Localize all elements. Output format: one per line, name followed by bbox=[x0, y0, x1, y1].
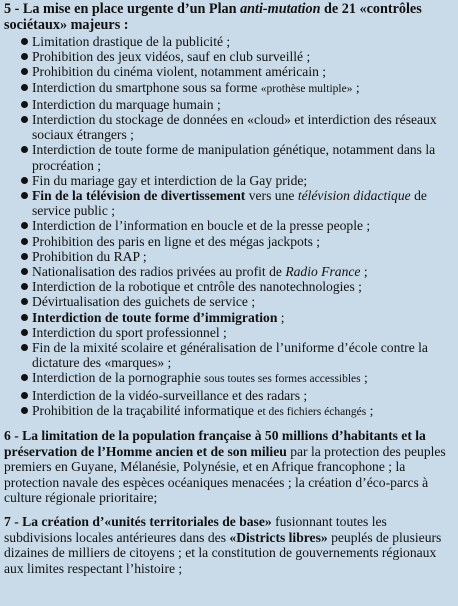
item-text: Interdiction du sport professionnel ; bbox=[32, 324, 227, 340]
item-tail: ; bbox=[352, 79, 360, 95]
list-item bbox=[4, 34, 454, 49]
bullet-icon bbox=[21, 407, 28, 414]
list-item bbox=[4, 294, 454, 309]
bullet-icon bbox=[21, 392, 28, 399]
item-tail: ; bbox=[366, 402, 374, 418]
list-item bbox=[4, 264, 454, 279]
list-item bbox=[4, 142, 454, 172]
bullet-icon bbox=[21, 177, 28, 184]
item-text: Interdiction du smartphone sous sa forme bbox=[32, 79, 261, 95]
item-text: Prohibition du RAP ; bbox=[32, 248, 147, 264]
section-6-paragraph bbox=[4, 428, 454, 506]
item-bold-text: Fin de la télévision de divertissement bbox=[32, 188, 246, 204]
item-text: Interdiction de la vidéo-surveillance et des radars ; bbox=[32, 387, 308, 403]
item-text: Limitation drastique de la publicité ; bbox=[32, 34, 231, 49]
section-5-title-start: 5 - La mise en place urgente d’un Plan bbox=[4, 1, 241, 17]
item-tail: ; bbox=[277, 309, 285, 325]
item-small-text: sous toutes ses formes accessibles bbox=[204, 373, 361, 386]
list-item bbox=[4, 80, 454, 97]
item-text: Interdiction de l’information en boucle et de la presse people ; bbox=[32, 218, 371, 234]
bullet-icon bbox=[21, 53, 28, 60]
bullet-icon bbox=[21, 298, 28, 305]
bullet-icon bbox=[21, 374, 28, 381]
section-7-paragraph bbox=[4, 514, 454, 576]
item-text: Interdiction du stockage de données en «cloud» et interdiction des réseaux sociaux étrangers ; bbox=[32, 112, 437, 143]
item-text: Interdiction de la robotique et cntrôle des nanotechnologies ; bbox=[32, 279, 362, 295]
item-text: Prohibition de la traçabilité informatique bbox=[32, 402, 258, 418]
section-7-body-b: peuplés de plusieurs dizaines de milliers de citoyens ; et la constitution de gouvernements régionaux aux limites respectant l’histoire ; bbox=[4, 529, 442, 576]
list-item bbox=[4, 173, 454, 188]
item-tail: ; bbox=[360, 370, 368, 386]
bullet-icon bbox=[21, 38, 28, 45]
list-item bbox=[4, 97, 454, 112]
list-item bbox=[4, 340, 454, 370]
section-5-title bbox=[4, 1, 454, 33]
item-tail: de service public ; bbox=[32, 188, 427, 219]
bullet-icon bbox=[21, 268, 28, 275]
bullet-icon bbox=[21, 146, 28, 153]
item-tail: ; bbox=[360, 264, 368, 280]
item-small-text: «prothèse multiple» bbox=[260, 82, 353, 95]
item-text: vers une bbox=[245, 188, 298, 204]
bullet-icon bbox=[21, 68, 28, 75]
bullet-icon bbox=[21, 283, 28, 290]
section-5-title-emphasis: anti-mutation bbox=[240, 1, 321, 17]
item-text: Interdiction de toute forme de manipulation génétique, notamment dans la procréation ; bbox=[32, 142, 436, 173]
item-text: Prohibition du cinéma violent, notamment américain ; bbox=[32, 64, 327, 80]
list-item bbox=[4, 325, 454, 340]
list-item bbox=[4, 310, 454, 325]
section-7-lead-b: «Districts libres» bbox=[229, 529, 328, 545]
item-text: Nationalisation des radios privées au profit de bbox=[32, 264, 286, 280]
item-text: Prohibition des paris en ligne et des mégas jackpots ; bbox=[32, 233, 321, 249]
list-item bbox=[4, 49, 454, 64]
list-item bbox=[4, 234, 454, 249]
list-item bbox=[4, 249, 454, 264]
section-6-lead: 6 - La limitation de la population française à 50 millions d’habitants et la préservation de l’Homme ancien et de son milieu bbox=[4, 428, 426, 459]
list-item bbox=[4, 64, 454, 79]
list-item bbox=[4, 388, 454, 403]
item-text: Dévirtualisation des guichets de service ; bbox=[32, 294, 256, 310]
item-bold-text: Interdiction de toute forme d’immigration bbox=[32, 309, 278, 325]
bullet-icon bbox=[21, 314, 28, 321]
item-emphasis: Radio France bbox=[285, 264, 361, 280]
bullet-icon bbox=[21, 344, 28, 351]
item-text: Interdiction de la pornographie bbox=[32, 370, 205, 386]
bullet-icon bbox=[21, 192, 28, 199]
list-item bbox=[4, 188, 454, 218]
item-text: Prohibition des jeux vidéos, sauf en club surveillé ; bbox=[32, 49, 311, 65]
list-item bbox=[4, 403, 454, 420]
item-text: Interdiction du marquage humain ; bbox=[32, 96, 221, 112]
list-item bbox=[4, 279, 454, 294]
section-7-lead-a: 7 - La création d’«unités territoriales de base» bbox=[4, 514, 272, 530]
section-6-body: par la protection des peuples premiers en Guyane, Mélanésie, Polynésie, et en Afrique francophone ; la protection navale des espèces océaniques menacées ; la création d’éco-parcs à culture régionale prioritaire; bbox=[4, 443, 446, 506]
bullet-icon bbox=[21, 329, 28, 336]
list-item bbox=[4, 370, 454, 387]
bullet-icon bbox=[21, 253, 28, 260]
bullet-icon bbox=[21, 84, 28, 91]
section-7-body-a: fusionnant toutes les subdivisions locales antérieures dans des bbox=[4, 514, 387, 545]
item-text: Fin du mariage gay et interdiction de la Gay pride; bbox=[32, 172, 308, 188]
item-small-text: et des fichiers échangés bbox=[257, 405, 367, 418]
section-5-title-end: de 21 «contrôles sociétaux» majeurs : bbox=[4, 1, 422, 33]
bullet-icon bbox=[21, 101, 28, 108]
item-emphasis: télévision didactique bbox=[297, 188, 411, 204]
list-item bbox=[4, 112, 454, 142]
bullet-icon bbox=[21, 222, 28, 229]
bullet-icon bbox=[21, 238, 28, 245]
section-5-list bbox=[4, 34, 454, 420]
bullet-icon bbox=[21, 116, 28, 123]
list-item bbox=[4, 218, 454, 233]
item-text: Fin de la mixité scolaire et généralisation de l’uniforme d’école contre la dictature des «marques» ; bbox=[32, 340, 428, 371]
